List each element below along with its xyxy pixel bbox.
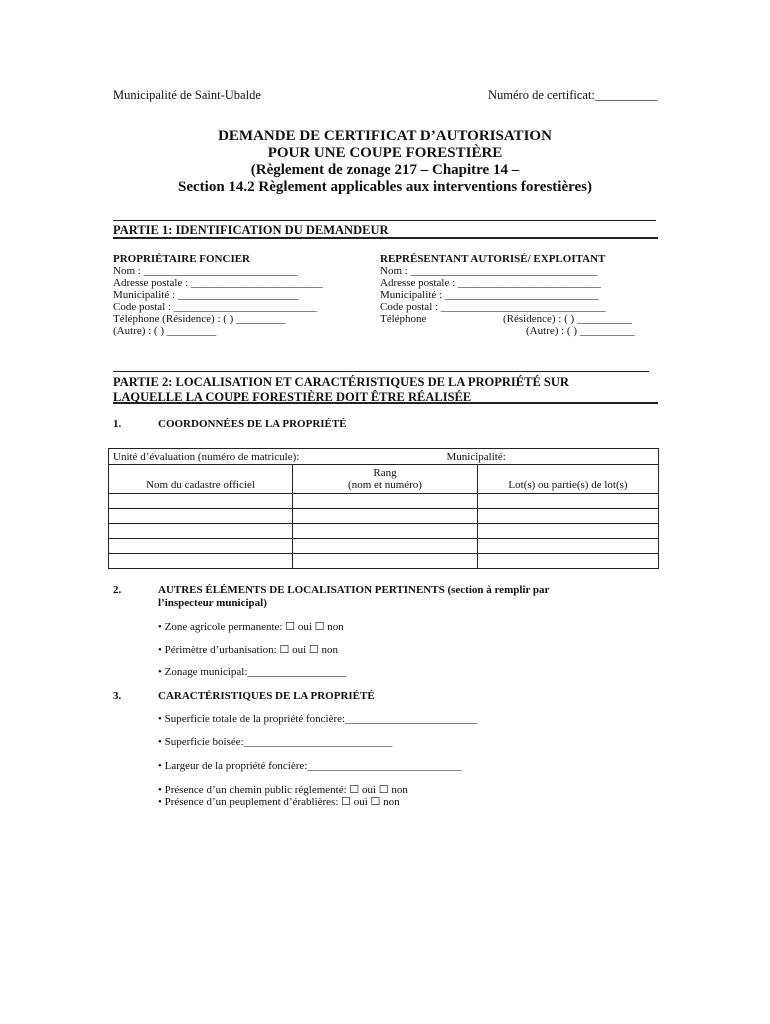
owner-address-field: Adresse postale : ________________________ [113, 277, 323, 289]
section1-title: COORDONNÉES DE LA PROPRIÉTÉ [158, 418, 347, 430]
maple-stand-item: • Présence d’un peuplement d’érablières: ☐ oui ☐ non [158, 796, 400, 808]
title-line-3: (Règlement de zonage 217 – Chapitre 14 – [250, 162, 520, 178]
part2-title-line-2: LAQUELLE LA COUPE FORESTIÈRE DOIT ÊTRE RÉALISÉE [113, 390, 472, 404]
rep-address-field: Adresse postale : __________________________ [380, 277, 601, 289]
municipal-zoning-item: • Zonage municipal:__________________ [158, 666, 347, 678]
part2-title-line-1: PARTIE 2: LOCALISATION ET CARACTÉRISTIQUES DE LA PROPRIÉTÉ SUR [113, 375, 569, 389]
part2-top-rule [113, 371, 649, 372]
section2-title-line-2: l’inspecteur municipal) [158, 597, 267, 609]
owner-other-phone-field: (Autre) : ( ) _________ [113, 325, 217, 337]
wooded-area-item: • Superficie boisée:___________________________ [158, 736, 393, 748]
lot-cell[interactable] [478, 524, 659, 539]
cadastre-cell[interactable] [109, 509, 293, 524]
unit-evaluation-label: Unité d’évaluation (numéro de matricule): [113, 450, 300, 463]
part2-title [113, 375, 569, 405]
table-row [109, 449, 659, 465]
rang-cell[interactable] [293, 554, 478, 569]
part2-bottom-rule [113, 402, 658, 404]
cadastre-cell[interactable] [109, 554, 293, 569]
section3-title: CARACTÉRISTIQUES DE LA PROPRIÉTÉ [158, 690, 375, 702]
rep-postal-code-field: Code postal : ______________________________ [380, 301, 606, 313]
col-rang-header [293, 465, 478, 494]
section1-number: 1. [113, 418, 122, 430]
rang-cell[interactable] [293, 524, 478, 539]
title-line-2: POUR UNE COUPE FORESTIÈRE [267, 145, 503, 161]
title-line-4: Section 14.2 Règlement applicables aux interventions forestières) [178, 179, 592, 195]
owner-phone-field: Téléphone (Résidence) : ( ) _________ [113, 313, 286, 325]
owner-postal-code-field: Code postal : __________________________ [113, 301, 317, 313]
lot-cell[interactable] [478, 509, 659, 524]
cadastre-cell[interactable] [109, 524, 293, 539]
owner-municipality-field: Municipalité : ______________________ [113, 289, 299, 301]
rang-cell[interactable] [293, 494, 478, 509]
property-width-item: • Largeur de la propriété foncière:____________________________ [158, 760, 462, 772]
table-row[interactable] [109, 524, 659, 539]
section2-title-line-1: AUTRES ÉLÉMENTS DE LOCALISATION PERTINENTS (section à remplir par [158, 584, 550, 596]
property-coordinates-table [108, 448, 659, 569]
section2-number: 2. [113, 584, 122, 596]
total-area-item: • Superficie totale de la propriété foncière:________________________ [158, 713, 478, 725]
cadastre-cell[interactable] [109, 539, 293, 554]
representative-heading: REPRÉSENTANT AUTORISÉ/ EXPLOITANT [380, 253, 606, 265]
table-header-cell [109, 449, 659, 465]
table-row[interactable] [109, 494, 659, 509]
rep-residence-phone-field: (Résidence) : ( ) __________ [503, 313, 632, 325]
owner-name-field: Nom : ____________________________ [113, 265, 298, 277]
rang-cell[interactable] [293, 509, 478, 524]
rep-municipality-field: Municipalité : ____________________________ [380, 289, 599, 301]
part1-bottom-rule [113, 237, 658, 239]
table-row[interactable] [109, 539, 659, 554]
col-cadastre-header: Nom du cadastre officiel [109, 465, 293, 494]
table-row[interactable] [109, 554, 659, 569]
section3-number: 3. [113, 690, 122, 702]
col-lot-header: Lot(s) ou partie(s) de lot(s) [478, 465, 659, 494]
part1-top-rule [113, 220, 656, 221]
municipality-header: Municipalité de Saint-Ubalde [113, 88, 261, 102]
certificate-number-field: Numéro de certificat:__________ [488, 88, 658, 102]
owner-heading: PROPRIÉTAIRE FONCIER [113, 253, 251, 265]
rang-cell[interactable] [293, 539, 478, 554]
lot-cell[interactable] [478, 539, 659, 554]
rep-other-phone-field: (Autre) : ( ) __________ [526, 325, 635, 337]
lot-cell[interactable] [478, 554, 659, 569]
form-title [0, 128, 770, 196]
public-road-item: • Présence d’un chemin public réglementé: ☐ oui ☐ non [158, 784, 408, 796]
table-municipality-label: Municipalité: [446, 450, 506, 463]
lot-cell[interactable] [478, 494, 659, 509]
col-rang-line-2: (nom et numéro) [348, 479, 422, 491]
part1-title: PARTIE 1: IDENTIFICATION DU DEMANDEUR [113, 223, 389, 237]
table-row[interactable] [109, 509, 659, 524]
section2-title [158, 584, 549, 610]
cadastre-cell[interactable] [109, 494, 293, 509]
rep-name-field: Nom : __________________________________ [380, 265, 598, 277]
rep-phone-label: Téléphone [380, 313, 427, 325]
agricultural-zone-item: • Zone agricole permanente: ☐ oui ☐ non [158, 621, 344, 633]
title-line-1: DEMANDE DE CERTIFICAT D’AUTORISATION [218, 128, 552, 144]
col-rang-line-1: Rang [373, 467, 397, 479]
urbanization-perimeter-item: • Périmètre d’urbanisation: ☐ oui ☐ non [158, 644, 338, 656]
table-row [109, 465, 659, 494]
